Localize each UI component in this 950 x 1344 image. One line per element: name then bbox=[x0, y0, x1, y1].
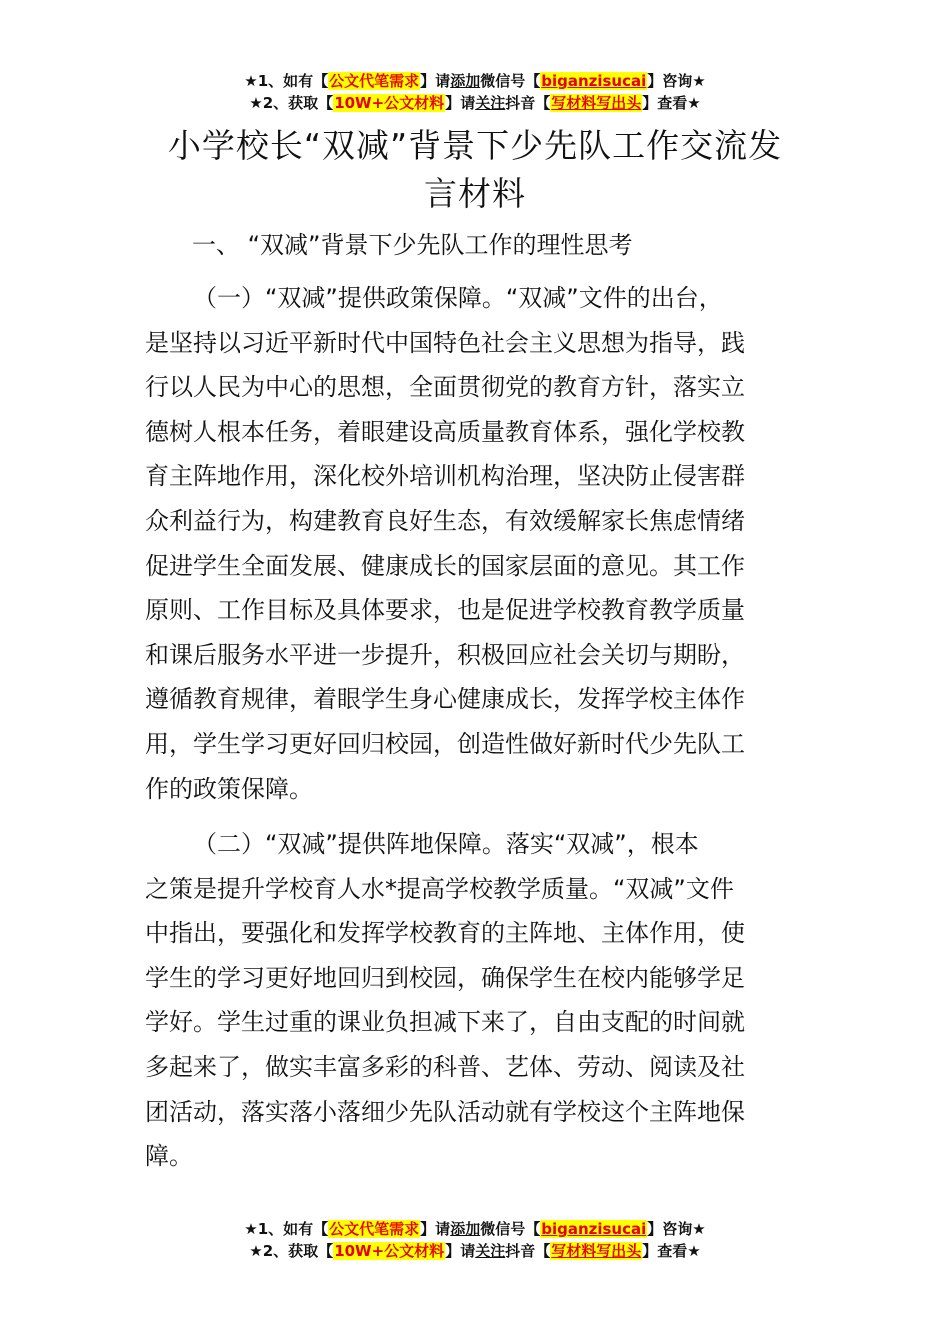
paragraph-1 bbox=[145, 276, 810, 811]
promo-text: 抖音【 bbox=[505, 1242, 551, 1260]
section-heading-1: 一、 “双减”背景下少先队工作的理性思考 bbox=[192, 231, 633, 259]
paragraph-line: 行以人民为中心的思想，全面贯彻党的教育方针，落实立 bbox=[145, 373, 745, 402]
paragraph-line: 中指出，要强化和发挥学校教育的主阵地、主体作用，使 bbox=[145, 919, 745, 948]
paragraph-line: 团活动，落实落小落细少先队活动就有学校这个主阵地保 bbox=[145, 1097, 745, 1126]
document-title bbox=[140, 122, 810, 218]
title-line-1: 小学校长“双减”背景下少先队工作交流发 bbox=[167, 126, 783, 165]
paragraph-line: 学生的学习更好地回归到校园，确保学生在校内能够学足 bbox=[145, 963, 745, 992]
paragraph-line: 原则、工作目标及具体要求，也是促进学校教育教学质量 bbox=[145, 596, 745, 625]
promo-text: ★1、如有【 bbox=[244, 72, 329, 90]
promo-text: 】请 bbox=[420, 1220, 451, 1238]
title-line-2: 言材料 bbox=[424, 174, 526, 213]
promo-text: 】查看★ bbox=[642, 1242, 701, 1260]
promo-line-2 bbox=[0, 92, 950, 114]
paragraph-line: 之策是提升学校育人水*提高学校教学质量。“双减”文件 bbox=[145, 874, 734, 903]
paragraph-line: 作的政策保障。 bbox=[145, 774, 313, 803]
paragraph-line: （二）“双减”提供阵地保障。落实“双减”，根本 bbox=[193, 830, 699, 858]
promo-text: 】咨询★ bbox=[647, 1220, 706, 1238]
promo-line-1 bbox=[0, 1218, 950, 1240]
paragraph-line: 学好。学生过重的课业负担减下来了，自由支配的时间就 bbox=[145, 1008, 745, 1037]
promo-highlight-ghostwriting: 公文代笔需求 bbox=[329, 1220, 420, 1238]
promo-wechat-id: biganzisucai bbox=[541, 1220, 647, 1238]
paragraph-line: 障。 bbox=[145, 1142, 193, 1171]
promo-text: ★2、获取【 bbox=[249, 94, 334, 112]
paragraph-line: 多起来了，做实丰富多彩的科普、艺体、劳动、阅读及社 bbox=[145, 1052, 745, 1081]
promo-highlight-materials: 10W+公文材料 bbox=[334, 94, 445, 112]
promo-text: ★1、如有【 bbox=[244, 1220, 329, 1238]
promo-highlight-materials: 10W+公文材料 bbox=[334, 1242, 445, 1260]
promo-footer bbox=[0, 1218, 950, 1262]
promo-douyin-id: 写材料写出头 bbox=[551, 1242, 642, 1260]
paragraph-line: 是坚持以习近平新时代中国特色社会主义思想为指导，践 bbox=[145, 328, 745, 357]
paragraph-line: 促进学生全面发展、健康成长的国家层面的意见。其工作 bbox=[145, 551, 745, 580]
paragraph-line: 众利益行为，构建教育良好生态，有效缓解家长焦虑情绪 bbox=[145, 506, 745, 535]
promo-text: 】咨询★ bbox=[647, 72, 706, 90]
paragraph-line: （一）“双减”提供政策保障。“双减”文件的出台， bbox=[193, 284, 723, 312]
paragraph-line: 育主阵地作用，深化校外培训机构治理，坚决防止侵害群 bbox=[145, 462, 745, 491]
promo-underlined-follow: 关注 bbox=[475, 1242, 506, 1260]
paragraph-line: 遵循教育规律，着眼学生身心健康成长，发挥学校主体作 bbox=[145, 685, 745, 714]
promo-text: 微信号【 bbox=[480, 1220, 541, 1238]
promo-text: 】查看★ bbox=[642, 94, 701, 112]
paragraph-line: 用，学生学习更好回归校园，创造性做好新时代少先队工 bbox=[145, 729, 745, 758]
promo-text: 微信号【 bbox=[480, 72, 541, 90]
promo-underlined-follow: 关注 bbox=[475, 94, 506, 112]
promo-highlight-ghostwriting: 公文代笔需求 bbox=[329, 72, 420, 90]
promo-line-1 bbox=[0, 70, 950, 92]
promo-text: 抖音【 bbox=[505, 94, 551, 112]
promo-header bbox=[0, 70, 950, 114]
paragraph-2 bbox=[145, 822, 810, 1179]
promo-douyin-id: 写材料写出头 bbox=[551, 94, 642, 112]
promo-underlined-add: 添加 bbox=[450, 1220, 481, 1238]
promo-underlined-add: 添加 bbox=[450, 72, 481, 90]
promo-line-2 bbox=[0, 1240, 950, 1262]
promo-text: ★2、获取【 bbox=[249, 1242, 334, 1260]
paragraph-line: 和课后服务水平进一步提升，积极回应社会关切与期盼， bbox=[145, 640, 745, 669]
promo-text: 】请 bbox=[445, 1242, 476, 1260]
promo-text: 】请 bbox=[420, 72, 451, 90]
paragraph-line: 德树人根本任务，着眼建设高质量教育体系，强化学校教 bbox=[145, 417, 745, 446]
promo-wechat-id: biganzisucai bbox=[541, 72, 647, 90]
promo-text: 】请 bbox=[445, 94, 476, 112]
